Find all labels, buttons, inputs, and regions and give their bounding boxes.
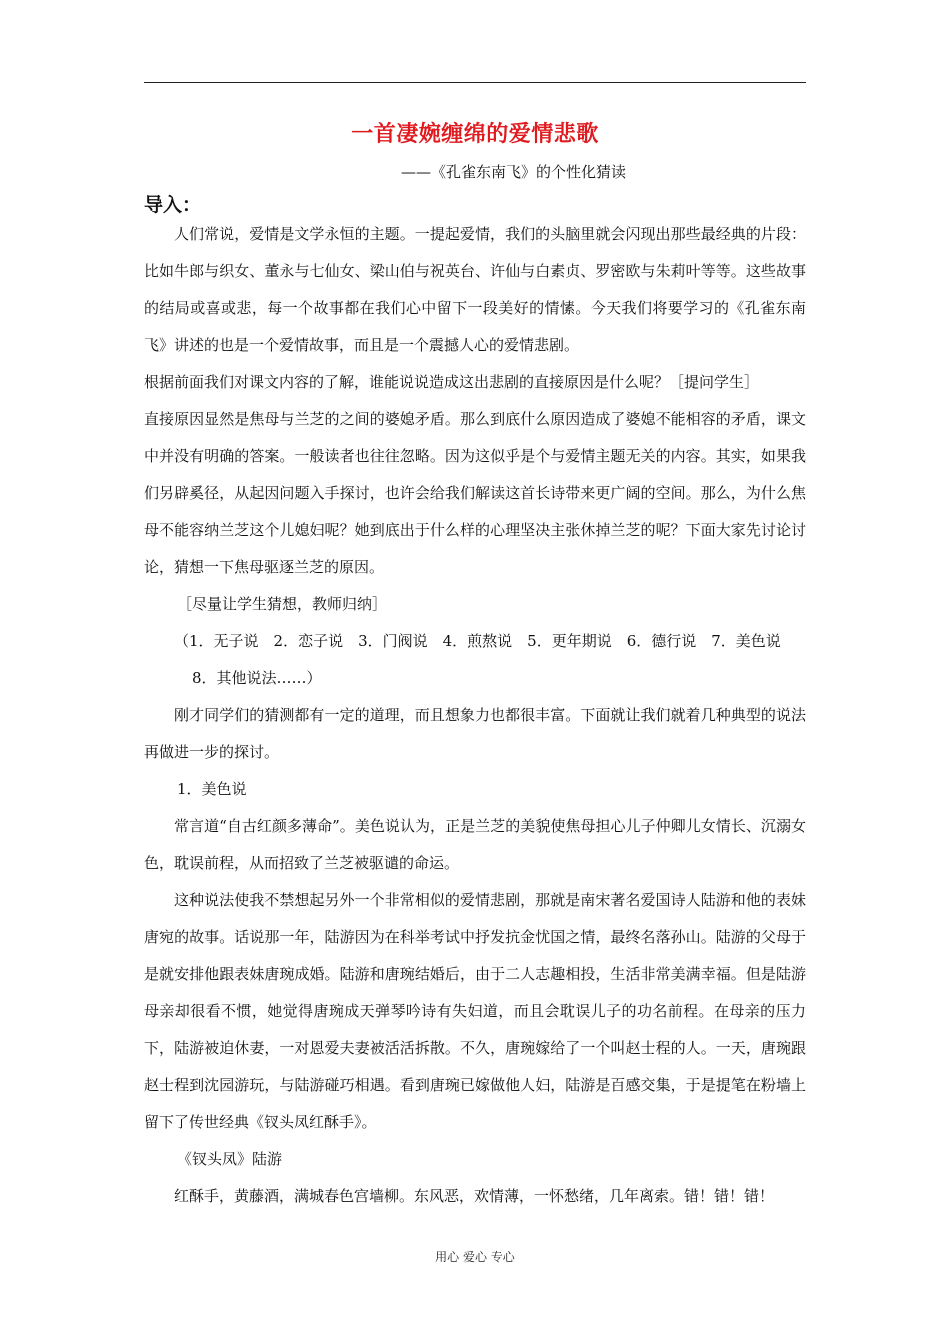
paragraph-beauty-theory: 常言道“自古红颜多薄命”。美色说认为，正是兰芝的美貌使焦母担心儿子仲卿儿女情长、沉溺女色，耽误前程，从而招致了兰芝被驱谴的命运。 <box>144 817 806 872</box>
paragraph-direct-cause: 直接原因显然是焦母与兰芝的之间的婆媳矛盾。那么到底什么原因造成了婆媳不能相容的矛盾，课文中并没有明确的答案。一般读者也往往忽略。因为这似乎是个与爱情主题无关的内容。其实，如果我们另辟奚径，从起因问题入手探讨，也许会给我们解读这首长诗带来更广阔的空间。那么，为什么焦母不能容纳兰芝这个儿媳妇呢？她到底出于什么样的心理坚决主张休掉兰芝的呢？下面大家先讨论讨论，猜想一下焦母驱逐兰芝的原因。 <box>144 410 806 576</box>
paragraph-question: 根据前面我们对课文内容的了解，谁能说说造成这出悲剧的直接原因是什么呢？［提问学生］ <box>144 373 760 391</box>
header-rule <box>144 82 806 83</box>
poem-line: 红酥手，黄藤酒，满城春色宫墙柳。东风恶，欢情薄，一怀愁绪，几年离索。错！错！错！ <box>174 1187 775 1205</box>
subsection-heading: 1．美色说 <box>177 780 247 798</box>
document-subtitle: ——《孔雀东南飞》的个性化猜读 <box>400 163 626 181</box>
paragraph-hypotheses-more: 8．其他说法……） <box>192 669 322 687</box>
paragraph-intro: 人们常说，爱情是文学永恒的主题。一提起爱情，我们的头脑里就会闪现出那些最经典的片段：比如牛郎与织女、董永与七仙女、梁山伯与祝英台、许仙与白素贞、罗密欧与朱莉叶等等。这些故事的结局或喜或悲，每一个故事都在我们心中留下一段美好的情愫。今天我们将要学习的《孔雀东南飞》讲述的也是一个爱情故事，而且是一个震撼人心的爱情悲剧。 <box>144 225 806 354</box>
page-footer: 用心 爱心 专心 <box>435 1250 515 1264</box>
document-body <box>144 216 806 1215</box>
section-heading: 导入： <box>144 194 202 216</box>
poem-title: 《钗头凤》陆游 <box>177 1150 283 1168</box>
paragraph-hypotheses-list: （1．无子说 2．恋子说 3．门阀说 4．煎熬说 5．更年期说 6．德行说 7．美色说 <box>174 632 781 650</box>
paragraph-transition: 刚才同学们的猜测都有一定的道理，而且想象力也都很丰富。下面就让我们就着几种典型的说法再做进一步的探讨。 <box>144 706 806 761</box>
paragraph-lu-you-story: 这种说法使我不禁想起另外一个非常相似的爱情悲剧，那就是南宋著名爱国诗人陆游和他的表妹唐宛的故事。话说那一年，陆游因为在科举考试中抒发抗金忧国之情，最终名落孙山。陆游的父母于是就安排他跟表妹唐琬成婚。陆游和唐琬结婚后，由于二人志趣相投，生活非常美满幸福。但是陆游母亲却很看不惯，她觉得唐琬成天弹琴吟诗有失妇道，而且会耽误儿子的功名前程。在母亲的压力下，陆游被迫休妻，一对恩爱夫妻被活活拆散。不久，唐琬嫁给了一个叫赵士程的人。一天，唐琬跟赵士程到沈园游玩，与陆游碰巧相遇。看到唐琬已嫁做他人妇，陆游是百感交集，于是提笔在粉墙上留下了传世经典《钗头凤红酥手》。 <box>144 891 806 1131</box>
paragraph-teacher-note: ［尽量让学生猜想，教师归纳］ <box>177 595 388 613</box>
document-title: 一首凄婉缠绵的爱情悲歌 <box>351 122 599 147</box>
